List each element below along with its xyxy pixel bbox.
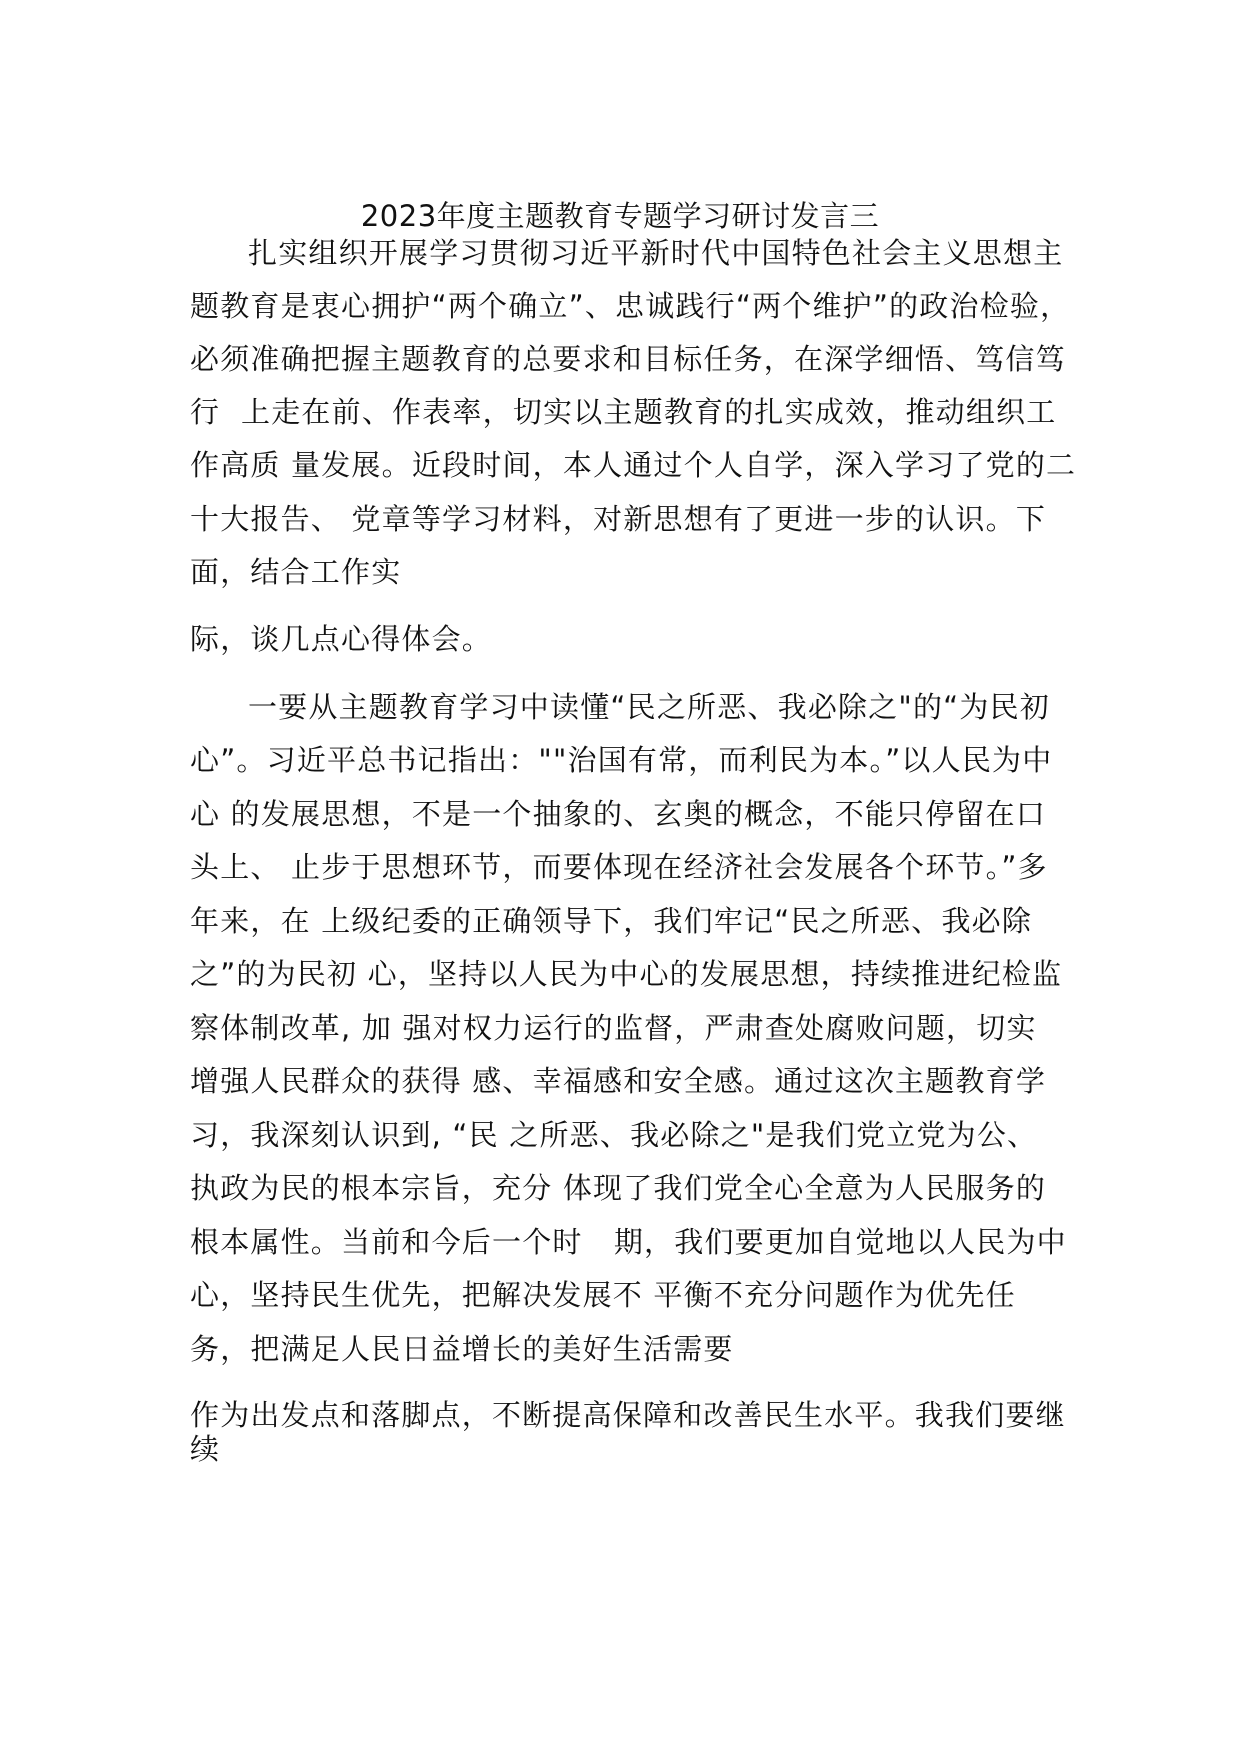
paragraph-line-16: 增强人民群众的获得 感、幸福感和安全感。通过这次主题教育学 (190, 1064, 1047, 1098)
paragraph-line-14: 之”的为民初 心，坚持以人民为中心的发展思想，持续推进纪检监 (190, 957, 1063, 991)
paragraph-line-3: 必须准确把握主题教育的总要求和目标任务，在深学细悟、笃信笃 (190, 342, 1066, 376)
document-title: 2023年度主题教育专题学习研讨发言三 (360, 199, 880, 233)
paragraph-line-15: 察体制改革, 加 强对权力运行的监督，严肃查处腐败问题，切实 (190, 1011, 1037, 1045)
paragraph-line-11: 心 的发展思想，不是一个抽象的、玄奥的概念，不能只停留在口 (190, 797, 1047, 831)
paragraph-line-17: 习，我深刻认识到, “民 之所恶、我必除之"是我们党立党为公、 (190, 1118, 1038, 1152)
paragraph-line-23: 续 (190, 1432, 221, 1466)
paragraph-line-2: 题教育是衷心拥护“两个确立”、忠诚践行“两个维护”的政治检验， (190, 289, 1071, 323)
paragraph-line-10: 心”。习近平总书记指出：""治国有常，而利民为本。”以人民为中 (190, 743, 1053, 777)
paragraph-line-9: 一要从主题教育学习中读懂“民之所恶、我必除之"的“为民初 (248, 690, 1050, 724)
paragraph-line-20: 心，坚持民生优先，把解决发展不 平衡不充分问题作为优先任 (190, 1278, 1016, 1312)
paragraph-line-22: 作为出发点和落脚点，不断提高保障和改善民生水平。我我们要继 (190, 1398, 1066, 1432)
paragraph-line-4: 行 上走在前、作表率，切实以主题教育的扎实成效，推动组织工 (190, 395, 1057, 429)
paragraph-line-21: 务，把满足人民日益增长的美好生活需要 (190, 1332, 734, 1366)
paragraph-line-18: 执政为民的根本宗旨，充分 体现了我们党全心全意为人民服务的 (190, 1171, 1047, 1205)
paragraph-line-12: 头上、 止步于思想环节，而要体现在经济社会发展各个环节。”多 (190, 850, 1048, 884)
paragraph-line-6: 十大报告、 党章等学习材料，对新思想有了更进一步的认识。下 (190, 502, 1047, 536)
paragraph-line-1: 扎实组织开展学习贯彻习近平新时代中国特色社会主义思想主 (248, 236, 1064, 270)
paragraph-line-13: 年来，在 上级纪委的正确领导下，我们牢记“民之所恶、我必除 (190, 904, 1033, 938)
paragraph-line-19: 根本属性。当前和今后一个时 期，我们要更加自觉地以人民为中 (190, 1225, 1067, 1259)
paragraph-line-5: 作高质 量发展。近段时间，本人通过个人自学，深入学习了党的二 (190, 448, 1077, 482)
paragraph-line-7: 面，结合工作实 (190, 555, 402, 589)
paragraph-line-8: 际，谈几点心得体会。 (190, 622, 493, 656)
